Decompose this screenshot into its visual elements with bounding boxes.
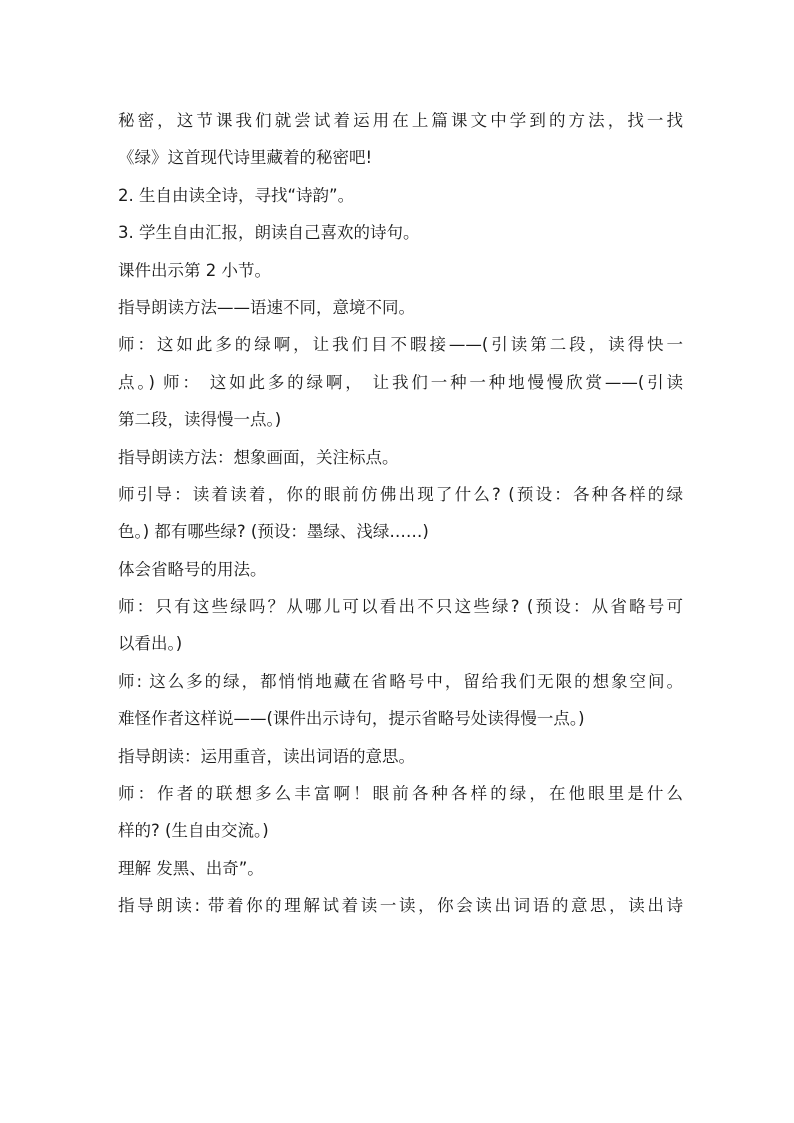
paragraph-line: 2. 生自由读全诗，寻找“诗韵”。: [118, 185, 355, 205]
paragraph-line: 师：这如此多的绿啊，让我们目不暇接——(引读第二段，读得快一: [118, 335, 683, 355]
paragraph-line: 秘密，这节课我们就尝试着运用在上篇课文中学到的方法，找一找: [118, 111, 683, 130]
paragraph-line: 指导朗读: 带着你的理解试着读一读，你会读出词语的意思，读出诗: [118, 896, 683, 916]
paragraph-line: 第二段，读得慢一点。): [118, 410, 282, 430]
paragraph-line: 指导朗读：运用重音，读出词语的意思。: [118, 746, 415, 766]
paragraph-line: 体会省略号的用法。: [118, 559, 267, 579]
document-body: [118, 102, 683, 925]
paragraph-line: 难怪作者这样说——(课件出示诗句，提示省略号处读得慢一点。): [118, 709, 585, 729]
paragraph-line: 3. 学生自由汇报，朗读自己喜欢的诗句。: [118, 223, 420, 243]
paragraph-line: 师: 这么多的绿，都悄悄地藏在省略号中，留给我们无限的想象空间。: [118, 671, 683, 691]
paragraph-line: 色。) 都有哪些绿? (预设：墨绿、浅绿……): [118, 522, 429, 542]
paragraph-line: 样的? (生自由交流。): [118, 821, 269, 841]
paragraph-line: 课件出示第 2 小节。: [118, 260, 271, 280]
paragraph-line: 点。) 师： 这如此多的绿啊， 让我们一种一种地慢慢欣赏——(引读: [118, 372, 683, 392]
paragraph-line: 理解 发黑、出奇”。: [118, 858, 264, 878]
paragraph-line: 指导朗读方法——语速不同，意境不同。: [118, 297, 415, 317]
paragraph-line: 指导朗读方法：想象画面，关注标点。: [118, 447, 399, 467]
paragraph-line: 师：作者的联想多么丰富啊！眼前各种各样的绿，在他眼里是什么: [118, 784, 683, 804]
paragraph-line: 师引导：读着读着，你的眼前仿佛出现了什么? (预设：各种各样的绿: [118, 484, 683, 504]
paragraph-line: 以看出。): [118, 634, 183, 654]
paragraph-line: 《绿》这首现代诗里藏着的秘密吧!: [118, 148, 373, 168]
paragraph-line: 师：只有这些绿吗？从哪儿可以看出不只这些绿? (预设：从省略号可: [118, 597, 683, 617]
